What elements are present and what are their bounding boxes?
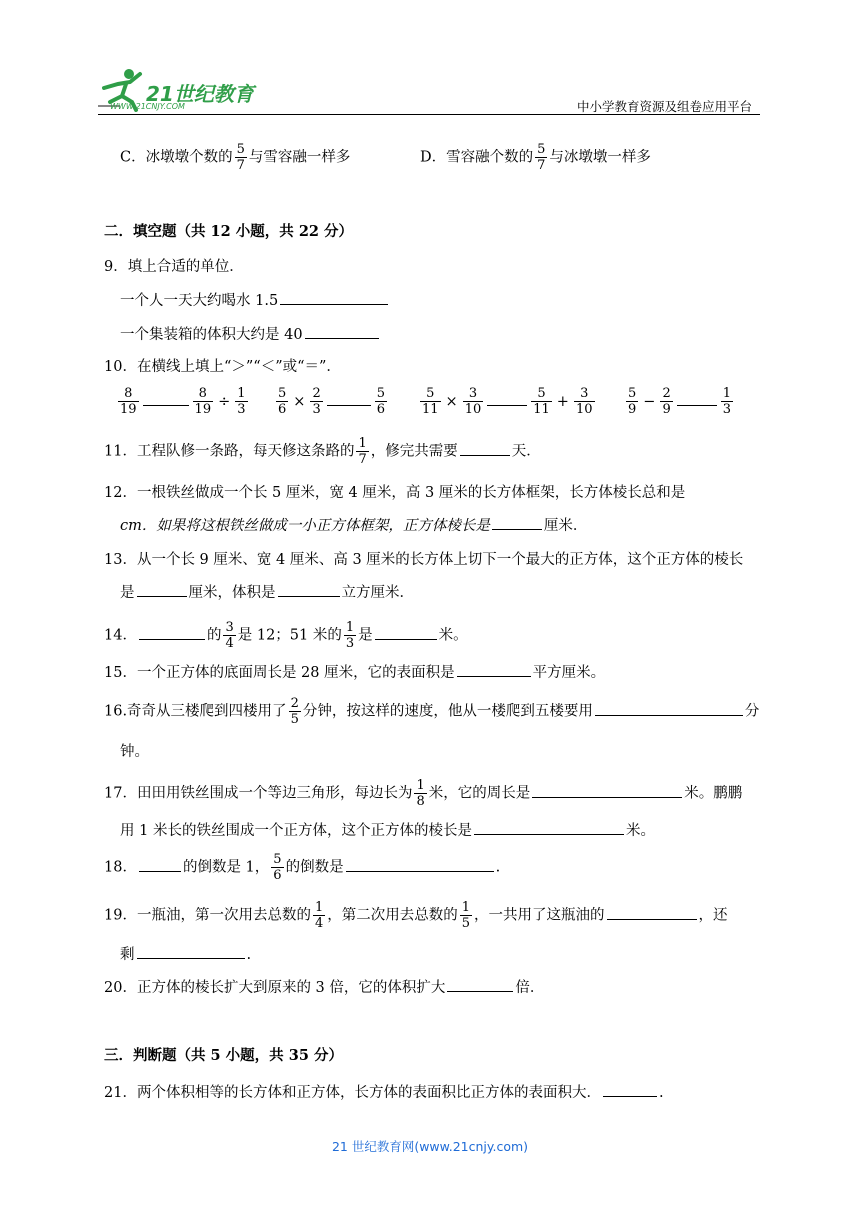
footer: 21 世纪教育网(www.21cnjy.com) <box>331 1139 529 1154</box>
option-c: C．冰墩墩个数的 $\frac{5}{7}$ 与雪容融一样多 <box>120 142 351 173</box>
q10-group-4: $\frac{5}{9}$ − $\frac{2}{9}$ $\frac{1}{3}$ <box>628 386 731 417</box>
answer-blank <box>305 337 379 339</box>
option-d: D．雪容融个数的 $\frac{5}{7}$ 与冰墩墩一样多 <box>420 142 651 173</box>
answer-blank <box>280 303 388 305</box>
q17-line1: 17．田田用铁丝围成一个等边三角形，每边长为 $\frac{1}{8}$ 米，它的周长是 米。鹏鹏 <box>104 778 743 809</box>
section-title: 三．判断题（共 5 小题，共 35 分） <box>104 1047 343 1064</box>
q10-group-2: $\frac{5}{6}$ × $\frac{2}{3}$ $\frac{5}{6}$ <box>278 386 385 417</box>
answer-blank <box>137 957 245 959</box>
q19-line1: 19．一瓶油，第一次用去总数的 $\frac{1}{4}$ ，第二次用去总数的 $\frac{1}{5}$ ，一共用了这瓶油的 ，还 <box>104 900 728 931</box>
answer-blank <box>375 638 437 640</box>
q11: 11．工程队修一条路，每天修这条路的 $\frac{1}{7}$ ，修完共需要 天． <box>104 436 541 467</box>
q9-a: 一个人一天大约喝水 1.5 <box>120 289 390 310</box>
q10-stem: 10．在横线上填上“＞”“＜”或“＝”． <box>104 359 341 375</box>
answer-blank <box>346 870 494 872</box>
answer-blank <box>278 595 340 597</box>
logo <box>96 66 266 112</box>
answer-blank <box>492 528 542 530</box>
q9-stem: 9．填上合适的单位． <box>104 259 244 275</box>
answer-blank <box>474 833 624 835</box>
q13-line1: 13．从一个长 9 厘米、宽 4 厘米、高 3 厘米的长方体上切下一个最大的正方体，这个正方体的棱长 <box>104 552 744 568</box>
answer-blank <box>532 796 682 798</box>
q10-group-1: $\frac{8}{19}$ $\frac{8}{19}$ ÷ $\frac{1}{3}$ <box>120 386 246 417</box>
answer-blank <box>607 918 697 920</box>
answer-blank <box>595 714 743 716</box>
q14: 14． 的 $\frac{3}{4}$ 是 12；51 米的 $\frac{1}{3}$ 是 米。 <box>104 620 468 651</box>
q12-line1: 12．一根铁丝做成一个长 5 厘米，宽 4 厘米，高 3 厘米的长方体框架，长方体棱长总和是 <box>104 485 686 501</box>
logo-main: 21世纪教育 <box>146 82 254 106</box>
logo-sub: WWW.21CNJY.COM <box>110 102 185 111</box>
q16-line2: 钟。 <box>120 744 149 760</box>
q21: 21．两个体积相等的长方体和正方体，长方体的表面积比正方体的表面积大． . <box>104 1085 664 1101</box>
section-title: 二．填空题（共 12 小题，共 22 分） <box>104 223 354 240</box>
platform-name: 中小学教育资源及组卷应用平台 <box>577 99 753 114</box>
q16-line1: 16.奇奇从三楼爬到四楼用了 $\frac{2}{5}$ 分钟，按这样的速度，他从一楼爬到五楼要用 分 <box>104 696 760 727</box>
answer-blank <box>460 454 510 456</box>
answer-blank <box>447 990 513 992</box>
answer-blank <box>603 1095 657 1097</box>
answer-blank <box>139 870 181 872</box>
q20: 20．正方体的棱长扩大到原来的 3 倍，它的体积扩大 倍． <box>104 980 545 996</box>
q19-line2: 剩 . <box>120 947 252 963</box>
q13-line2: 是 厘米，体积是 立方厘米． <box>120 585 414 601</box>
answer-blank <box>139 638 205 640</box>
q17-line2: 用 1 米长的铁丝围成一个正方体，这个正方体的棱长是 米。 <box>120 823 655 839</box>
header-rule <box>98 114 760 115</box>
q18: 18． 的倒数是 1， $\frac{5}{6}$ 的倒数是 . <box>104 852 501 883</box>
q10-group-3: $\frac{5}{11}$ × $\frac{3}{10}$ $\frac{5}{11}$ + $\frac{3}{10}$ <box>422 386 593 417</box>
answer-blank <box>457 675 531 677</box>
q9-b: 一个集装箱的体积大约是 40 <box>120 323 381 344</box>
answer-blank <box>137 595 187 597</box>
q15: 15．一个正方体的底面周长是 28 厘米，它的表面积是 平方厘米。 <box>104 665 606 681</box>
q12-line2: cm．如果将这根铁丝做成一小正方体框架，正方体棱长是 厘米． <box>120 518 588 534</box>
